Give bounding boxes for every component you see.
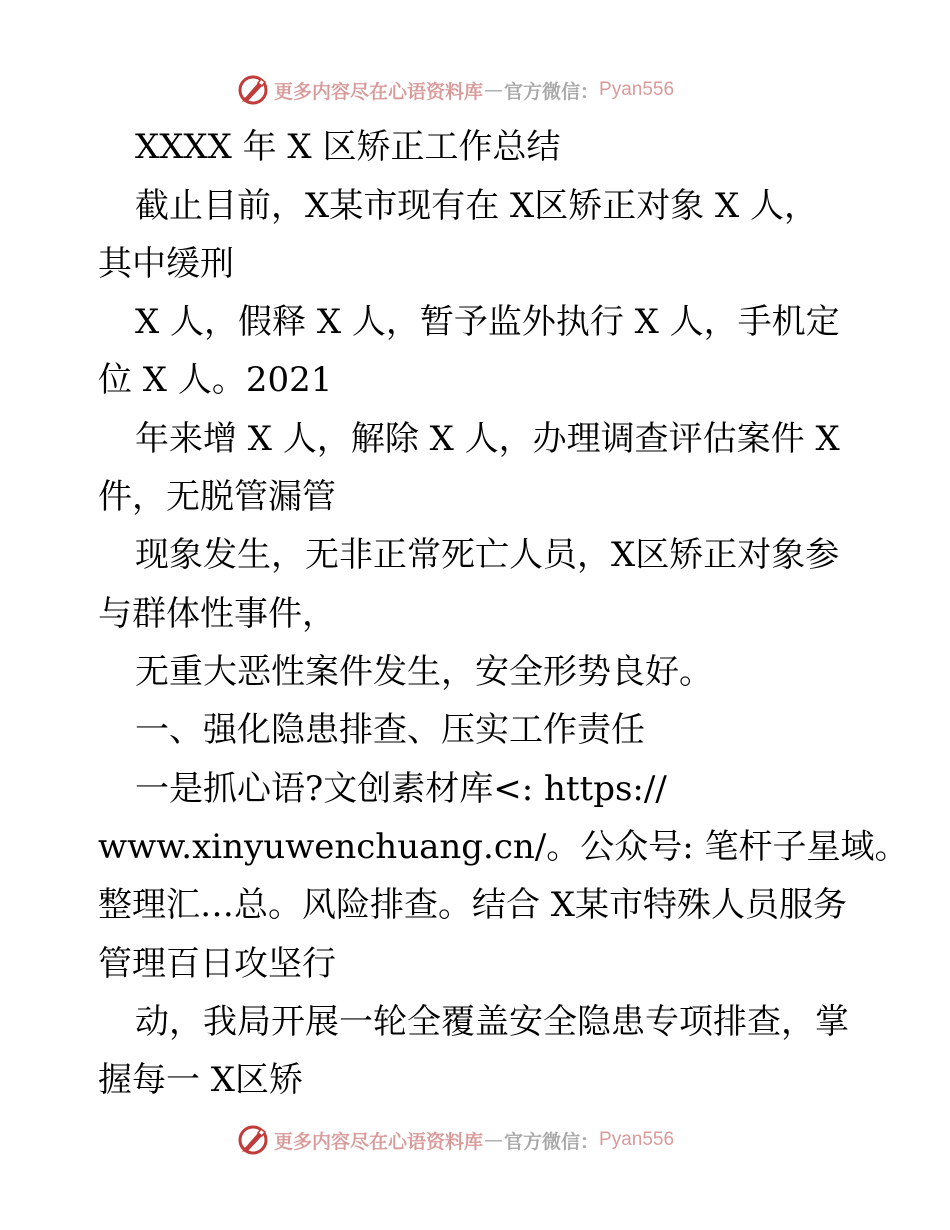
document-title: XXXX 年 X 区矫正工作总结 (135, 127, 561, 167)
paragraph-line: 整理汇…总。风险排查。结合 X某市特殊人员服务 (98, 885, 848, 925)
watermark-footer (236, 1122, 674, 1158)
watermark-label: 官方微信： (504, 80, 600, 103)
watermark-id: Pyan556 (599, 1129, 675, 1150)
watermark-dash: — (484, 1129, 504, 1151)
paragraph-line: 截止目前，X某市现有在 X区矫正对象 X 人， (135, 186, 819, 226)
paragraph-line: 与群体性事件， (98, 594, 336, 634)
pen-logo-icon (236, 1123, 270, 1157)
paragraph-line: 位 X 人。2021 (98, 360, 333, 400)
paragraph-line: 年来增 X 人，解除 X 人，办理调查评估案件 X (135, 419, 840, 459)
paragraph-line: 动，我局开展一轮全覆盖安全隐患专项排查，掌 (135, 1002, 849, 1042)
paragraph-line: 一是抓心语?文创素材库<: https:// (135, 769, 667, 809)
paragraph-line: 管理百日攻坚行 (98, 944, 336, 984)
watermark-id: Pyan556 (599, 79, 675, 100)
section-heading: 一、强化隐患排查、压实工作责任 (135, 710, 645, 750)
paragraph-line: 无重大恶性案件发生，安全形势良好。 (135, 652, 713, 692)
paragraph-line: www.xinyuwenchuang.cn/。公众号: 笔杆子星域。 (98, 827, 909, 867)
paragraph-line: X 人，假释 X 人，暂予监外执行 X 人，手机定 (135, 302, 840, 342)
paragraph-line: 现象发生，无非正常死亡人员，X区矫正对象参 (135, 535, 840, 575)
pen-logo-icon (236, 73, 270, 107)
watermark-text: 更多内容尽在心语资料库 (274, 80, 484, 103)
watermark-dash: — (484, 79, 504, 101)
paragraph-line: 其中缓刑 (98, 244, 234, 284)
watermark-label: 官方微信： (504, 1130, 600, 1153)
paragraph-line: 握每一 X区矫 (98, 1060, 304, 1100)
paragraph-line: 件，无脱管漏管 (98, 477, 336, 517)
watermark-header (236, 72, 674, 108)
watermark-text: 更多内容尽在心语资料库 (274, 1130, 484, 1153)
